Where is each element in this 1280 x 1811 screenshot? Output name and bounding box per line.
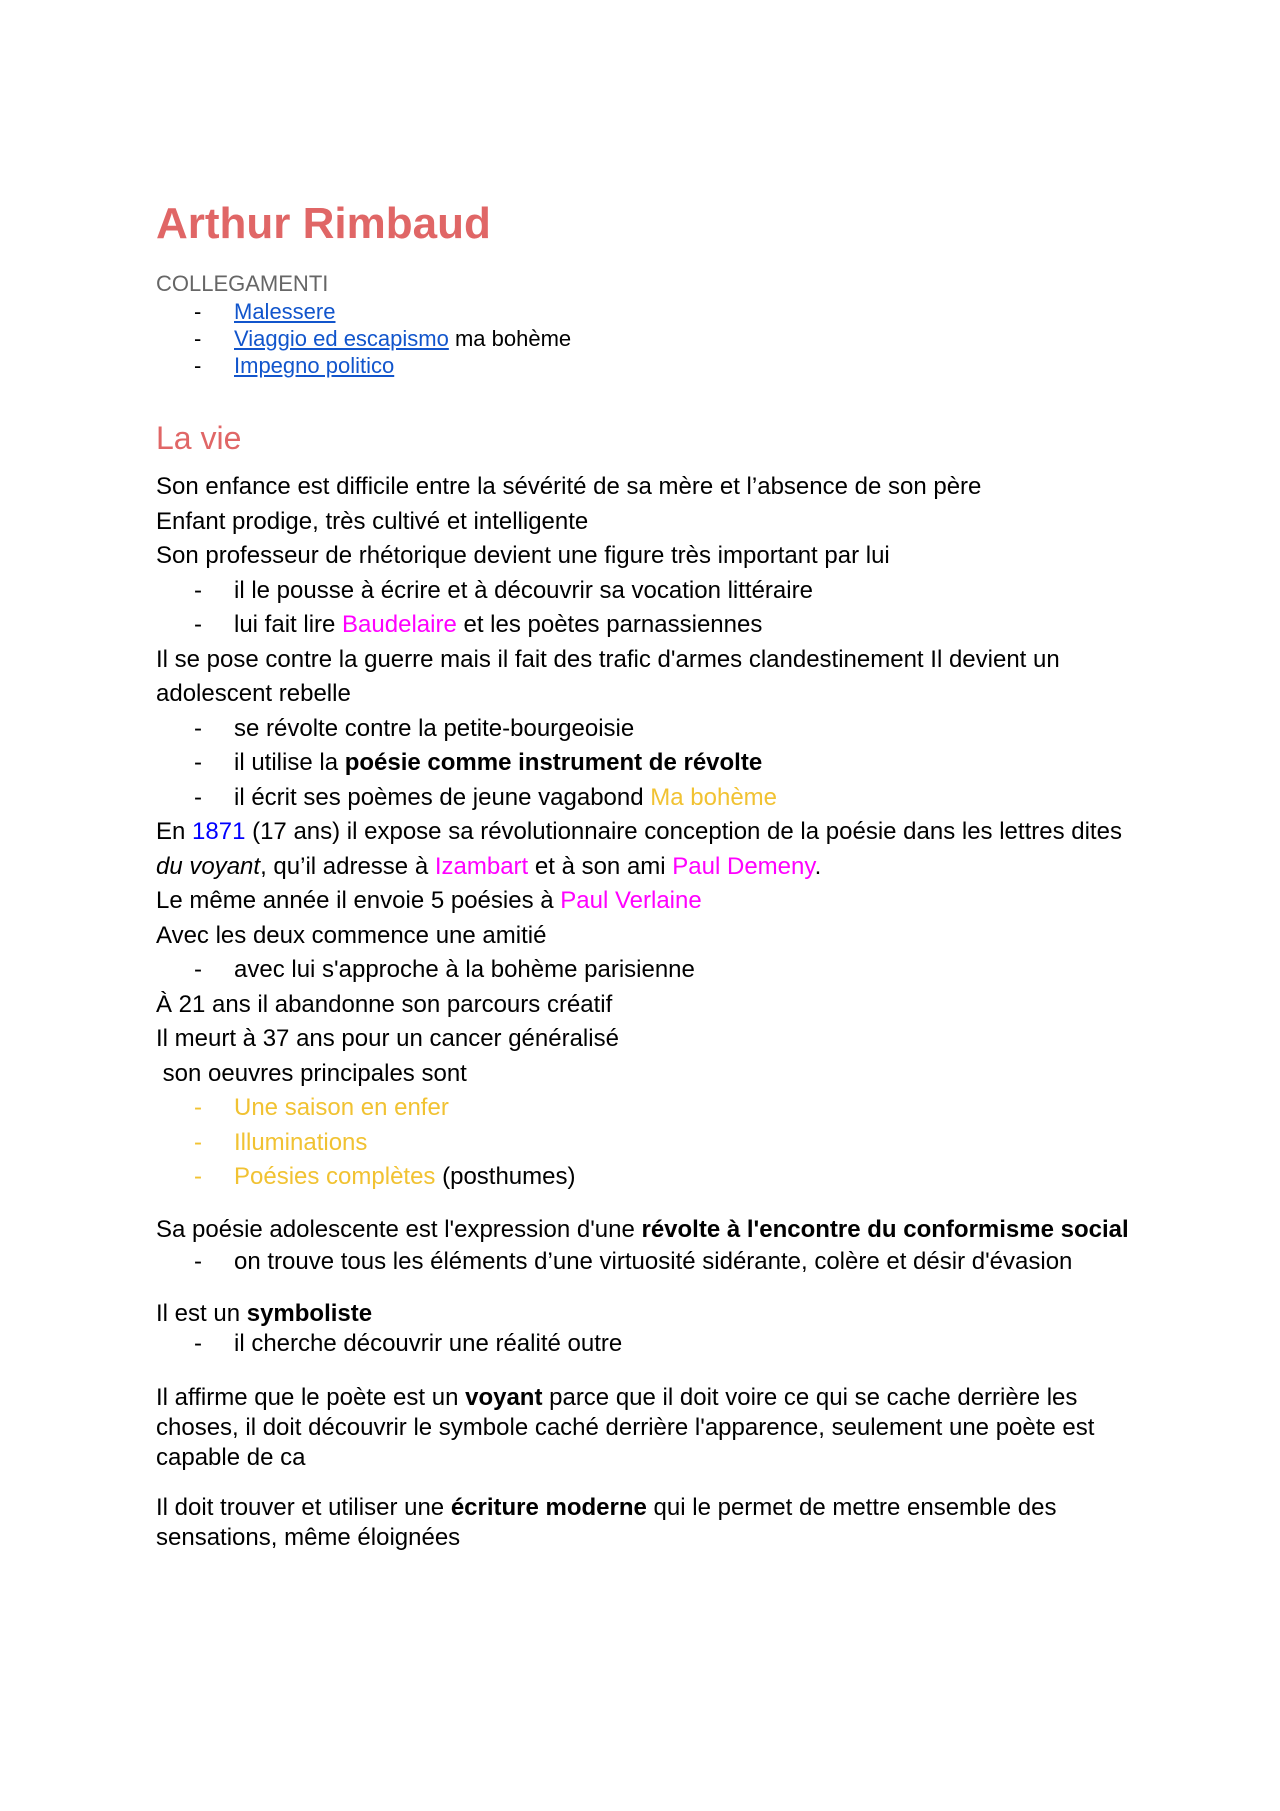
paragraph	[156, 815, 1136, 884]
paragraph: À 21 ans il abandonne son parcours créatif	[156, 990, 613, 1018]
bold-text: révolte à l'encontre du conformisme social	[641, 1215, 1129, 1243]
text-span: .	[814, 852, 822, 880]
paragraph: son oeuvres principales sont	[156, 1059, 467, 1087]
bold-text: écriture moderne	[450, 1494, 647, 1521]
paragraph	[156, 1299, 1136, 1329]
person-name: Paul Verlaine	[560, 887, 702, 914]
list-item: - avec lui s'approche à la bohème parisienne	[156, 953, 1136, 988]
person-name: Paul Demeny	[672, 852, 815, 880]
work-title: Ma bohème	[650, 783, 778, 811]
bold-text: symboliste	[246, 1300, 373, 1327]
paragraph	[156, 1383, 1136, 1473]
bullet-list	[156, 953, 1136, 988]
text-span: il écrit ses poèmes de jeune vagabond	[234, 783, 651, 811]
paragraph: Enfant prodige, très cultivé et intelligente	[156, 507, 589, 535]
text-span: (posthumes)	[435, 1163, 576, 1190]
works-list	[156, 1091, 1136, 1195]
text-span: et à son ami	[528, 852, 673, 880]
bullet-list	[156, 1329, 1136, 1359]
author-name: Baudelaire	[342, 611, 457, 638]
italic-text: du voyant	[156, 852, 261, 880]
text-span: (17 ans) il expose sa révolutionnaire conception de la poésie dans les lettres dites	[245, 818, 1122, 845]
link-impegno[interactable]: Impegno politico	[234, 353, 395, 378]
list-item: - on trouve tous les éléments d’une virtuosité sidérante, colère et désir d'évasion	[156, 1245, 1136, 1280]
document-page	[156, 196, 1136, 1553]
paragraph	[156, 1493, 1136, 1553]
link-note: ma bohème	[448, 326, 572, 351]
link-malessere[interactable]: Malessere	[234, 299, 336, 324]
list-item: - se révolte contre la petite-bourgeoisie	[156, 712, 1136, 747]
person-name: Izambart	[434, 852, 529, 880]
bullet-list	[156, 712, 1136, 816]
paragraph	[156, 884, 1136, 919]
paragraph: Avec les deux commence une amitié	[156, 921, 547, 949]
list-item: - il cherche découvrir une réalité outre	[156, 1329, 1136, 1359]
list-item	[156, 781, 1136, 816]
text-span: Il affirme que le poète est un	[156, 1384, 466, 1411]
list-item: - Illuminations	[156, 1126, 1136, 1161]
text-span: , qu’il adresse à	[260, 852, 435, 880]
bullet-list	[156, 574, 1136, 643]
links-label: COLLEGAMENTI	[156, 271, 329, 296]
list-item	[156, 608, 1136, 643]
text-span: lui fait lire	[234, 611, 343, 638]
work-title: Poésies complètes	[234, 1163, 436, 1190]
list-item	[156, 746, 1136, 781]
year: 1871	[192, 818, 246, 845]
text-span: Le même année il envoie 5 poésies à	[156, 887, 561, 914]
paragraph	[156, 1215, 1136, 1245]
bold-text: voyant	[465, 1384, 543, 1411]
text-span: il utilise la	[234, 749, 345, 776]
text-span: qui le permet de mettre ensemble des sensations, même éloignées	[156, 1494, 1057, 1551]
link-viaggio[interactable]: Viaggio ed escapismo	[234, 326, 449, 351]
list-item	[156, 325, 1136, 352]
section-heading: La vie	[156, 420, 242, 456]
paragraph: Il se pose contre la guerre mais il fait des trafic d'armes clandestinement Il devient un adolescent rebelle	[156, 645, 1060, 707]
list-item	[156, 1160, 1136, 1195]
paragraph: Son professeur de rhétorique devient une figure très important par lui	[156, 542, 890, 569]
paragraph: Son enfance est difficile entre la sévérité de sa mère et l’absence de son père	[156, 473, 982, 500]
text-span: Il est un	[156, 1300, 247, 1327]
list-item	[156, 298, 1136, 325]
text-span: et les poètes parnassiennes	[456, 611, 763, 638]
bullet-list	[156, 1245, 1136, 1280]
list-item: - il le pousse à écrire et à découvrir sa vocation littéraire	[156, 574, 1136, 609]
list-item: - Une saison en enfer	[156, 1091, 1136, 1126]
links-list	[156, 298, 1136, 379]
text-span: Sa poésie adolescente est l'expression d'une	[156, 1215, 642, 1243]
page-title: Arthur Rimbaud	[156, 199, 491, 248]
text-span: Il doit trouver et utiliser une	[156, 1494, 451, 1521]
paragraph: Il meurt à 37 ans pour un cancer généralisé	[156, 1025, 619, 1052]
text-span: En	[156, 818, 193, 845]
text-span: parce que il doit voire ce qui se cache derrière les choses, il doit découvrir le symbole caché derrière l'apparence, seulement une poète est capable de ca	[156, 1384, 1095, 1471]
bold-text: poésie comme instrument de révolte	[344, 749, 763, 776]
list-item	[156, 352, 1136, 379]
